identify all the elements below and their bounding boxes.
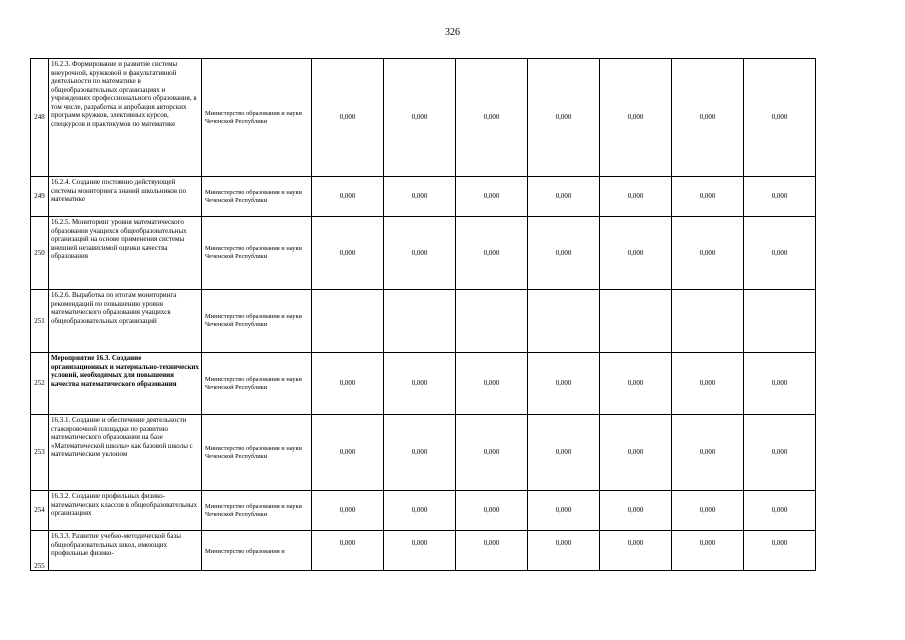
budget-table-container (30, 58, 788, 570)
funding-value (672, 290, 744, 353)
funding-value: 0,000 (744, 415, 816, 491)
responsible-organization: Министерство образования и науки Чеченской Республики (202, 217, 312, 290)
row-number: 255 (31, 531, 49, 571)
activity-description: Мероприятие 16.3. Создание организационных и материально-технических условий, необходимых для повышения качества математического образования (49, 353, 202, 415)
responsible-organization: Министерство образования и науки Чеченской Республики (202, 415, 312, 491)
funding-value (744, 290, 816, 353)
funding-value: 0,000 (672, 531, 744, 571)
activity-description: 16.3.3. Развитие учебно-методической базы общеобразовательных школ, имеющих профильные физико- (49, 531, 202, 571)
funding-value: 0,000 (384, 59, 456, 177)
responsible-organization: Министерство образования и науки Чеченской Республики (202, 491, 312, 531)
funding-value: 0,000 (456, 59, 528, 177)
funding-value: 0,000 (312, 177, 384, 217)
responsible-organization: Министерство образования и науки Чеченской Республики (202, 353, 312, 415)
row-number: 250 (31, 217, 49, 290)
table-row (31, 353, 816, 415)
funding-value: 0,000 (456, 353, 528, 415)
row-number: 251 (31, 290, 49, 353)
funding-value: 0,000 (600, 177, 672, 217)
funding-value: 0,000 (528, 217, 600, 290)
funding-value: 0,000 (672, 177, 744, 217)
table-row (31, 531, 816, 571)
funding-value: 0,000 (600, 491, 672, 531)
funding-value: 0,000 (312, 217, 384, 290)
funding-value (600, 290, 672, 353)
funding-value: 0,000 (600, 217, 672, 290)
row-number: 248 (31, 59, 49, 177)
row-number: 254 (31, 491, 49, 531)
funding-value: 0,000 (744, 353, 816, 415)
table-row (31, 491, 816, 531)
funding-value: 0,000 (528, 59, 600, 177)
activity-description: 16.2.5. Мониторинг уровня математического образования учащихся общеобразовательных организаций на основе применения системы внешней независимой оценки качества образования (49, 217, 202, 290)
funding-value: 0,000 (312, 491, 384, 531)
table-row (31, 217, 816, 290)
activity-description: 16.3.1. Создание и обеспечение деятельности стажировочной площадки по развитию математического образования на базе «Математической школы» как базовой школы с математическим уклоном (49, 415, 202, 491)
funding-value: 0,000 (528, 531, 600, 571)
funding-value (456, 290, 528, 353)
activity-description: 16.3.2. Создание профильных физико-математических классов в общеобразовательных организациях (49, 491, 202, 531)
funding-value: 0,000 (600, 531, 672, 571)
funding-value: 0,000 (672, 59, 744, 177)
funding-value: 0,000 (744, 217, 816, 290)
funding-value: 0,000 (528, 491, 600, 531)
funding-value: 0,000 (600, 59, 672, 177)
funding-value: 0,000 (384, 531, 456, 571)
funding-value: 0,000 (384, 217, 456, 290)
activity-description: 16.2.4. Создание постоянно действующей системы мониторинга знаний школьников по математике (49, 177, 202, 217)
responsible-organization: Министерство образования и науки Чеченской Республики (202, 59, 312, 177)
budget-table (30, 58, 816, 571)
row-number: 249 (31, 177, 49, 217)
activity-description: 16.2.3. Формирование и развитие системы внеурочной, кружковой и факультативной деятельности по математике в общеобразовательных организациях и учреждениях профессионального образования, в том числе, разработка и апробация авторских программ кружков, элективных курсов, спецкурсов и практикумов по математике (49, 59, 202, 177)
funding-value: 0,000 (384, 353, 456, 415)
funding-value: 0,000 (456, 531, 528, 571)
funding-value (312, 290, 384, 353)
activity-description: 16.2.6. Выработка по итогам мониторинга рекомендаций по повышению уровня математического образования учащихся общеобразовательных организаций (49, 290, 202, 353)
funding-value: 0,000 (672, 353, 744, 415)
row-number: 252 (31, 353, 49, 415)
table-row (31, 59, 816, 177)
responsible-organization: Министерство образования и науки Чеченской Республики (202, 177, 312, 217)
row-number: 253 (31, 415, 49, 491)
funding-value: 0,000 (744, 531, 816, 571)
funding-value: 0,000 (312, 531, 384, 571)
funding-value: 0,000 (312, 59, 384, 177)
funding-value: 0,000 (456, 415, 528, 491)
page-number: 326 (445, 27, 460, 38)
funding-value: 0,000 (528, 415, 600, 491)
funding-value: 0,000 (528, 177, 600, 217)
funding-value: 0,000 (672, 491, 744, 531)
funding-value: 0,000 (600, 415, 672, 491)
funding-value: 0,000 (384, 415, 456, 491)
funding-value (384, 290, 456, 353)
funding-value: 0,000 (600, 353, 672, 415)
funding-value: 0,000 (456, 177, 528, 217)
funding-value: 0,000 (744, 491, 816, 531)
funding-value: 0,000 (384, 177, 456, 217)
table-row (31, 177, 816, 217)
funding-value: 0,000 (456, 217, 528, 290)
funding-value: 0,000 (456, 491, 528, 531)
funding-value: 0,000 (528, 353, 600, 415)
funding-value (528, 290, 600, 353)
responsible-organization: Министерство образования и науки Чеченской Республики (202, 290, 312, 353)
funding-value: 0,000 (384, 491, 456, 531)
funding-value: 0,000 (672, 217, 744, 290)
funding-value: 0,000 (312, 415, 384, 491)
funding-value: 0,000 (672, 415, 744, 491)
funding-value: 0,000 (312, 353, 384, 415)
funding-value: 0,000 (744, 177, 816, 217)
responsible-organization: Министерство образования и (202, 531, 312, 571)
funding-value: 0,000 (744, 59, 816, 177)
table-row (31, 290, 816, 353)
table-row (31, 415, 816, 491)
